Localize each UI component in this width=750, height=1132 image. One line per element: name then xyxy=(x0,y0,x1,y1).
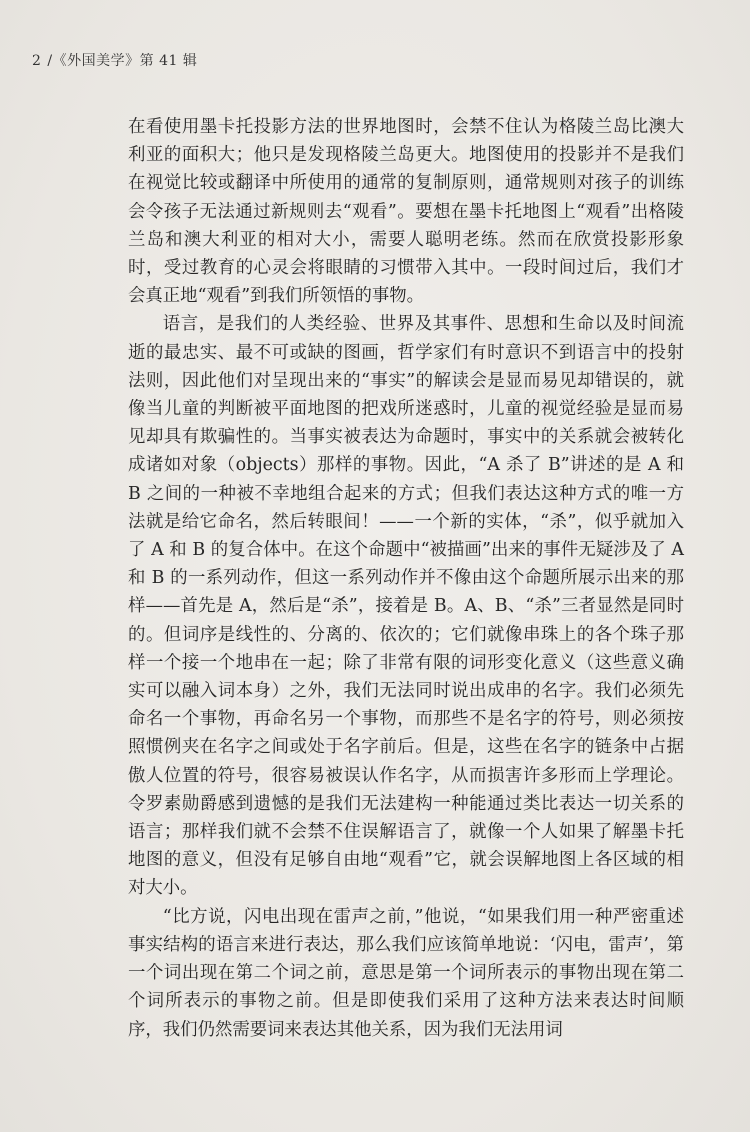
body-text xyxy=(128,113,684,1044)
journal-title: /《外国美学》第 41 辑 xyxy=(47,53,198,69)
paragraph-2: 语言，是我们的人类经验、世界及其事件、思想和生命以及时间流逝的最忠实、最不可或缺的图画，哲学家们有时意识不到语言中的投射法则，因此他们对呈现出来的“事实”的解读会是显而易见却错误的，就像当儿童的判断被平面地图的把戏所迷惑时，儿童的视觉经验是显而易见却具有欺骗性的。当事实被表达为命题时，事实中的关系就会被转化成诸如对象（objects）那样的事物。因此，“A 杀了 B”讲述的是 A 和 B 之间的一种被不幸地组合起来的方式；但我们表达这种方式的唯一方法就是给它命名，然后转眼间！——一个新的实体，“杀”，似乎就加入了 A 和 B 的复合体中。在这个命题中“被描画”出来的事件无疑涉及了 A 和 B 的一系列动作，但这一系列动作并不像由这个命题所展示出来的那样——首先是 A，然后是“杀”，接着是 B。A、B、“杀”三者显然是同时的。但词序是线性的、分离的、依次的；它们就像串珠上的各个珠子那样一个接一个地串在一起；除了非常有限的词形变化意义（这些意义确实可以融入词本身）之外，我们无法同时说出成串的名字。我们必须先命名一个事物，再命名另一个事物，而那些不是名字的符号，则必须按照惯例夹在名字之间或处于名字前后。但是，这些在名字的链条中占据傲人位置的符号，很容易被误认作名字，从而损害许多形而上学理论。令罗素勋爵感到遗憾的是我们无法建构一种能通过类比表达一切关系的语言；那样我们就不会禁不住误解语言了，就像一个人如果了解墨卡托地图的意义，但没有足够自由地“观看”它，就会误解地图上各区域的相对大小。 xyxy=(128,314,684,899)
running-header xyxy=(32,50,197,70)
page-number: 2 xyxy=(32,53,42,69)
paragraph-3: “比方说，闪电出现在雷声之前，”他说，“如果我们用一种严密重述事实结构的语言来进行表达，那么我们应该简单地说：‘闪电，雷声’，第一个词出现在第二个词之前，意思是第一个词所表示的事物出现在第二个词所表示的事物之前。但是即使我们采用了这种方法来表达时间顺序，我们仍然需要词来表达其他关系，因为我们无法用词 xyxy=(128,906,684,1040)
paragraph-1: 在看使用墨卡托投影方法的世界地图时，会禁不住认为格陵兰岛比澳大利亚的面积大；他只是发现格陵兰岛更大。地图使用的投影并不是我们在视觉比较或翻译中所使用的通常的复制原则，通常规则对孩子的训练会令孩子无法通过新规则去“观看”。要想在墨卡托地图上“观看”出格陵兰岛和澳大利亚的相对大小，需要人聪明老练。然而在欣赏投影形象时，受过教育的心灵会将眼睛的习惯带入其中。一段时间过后，我们才会真正地“观看”到我们所领悟的事物。 xyxy=(128,117,684,307)
